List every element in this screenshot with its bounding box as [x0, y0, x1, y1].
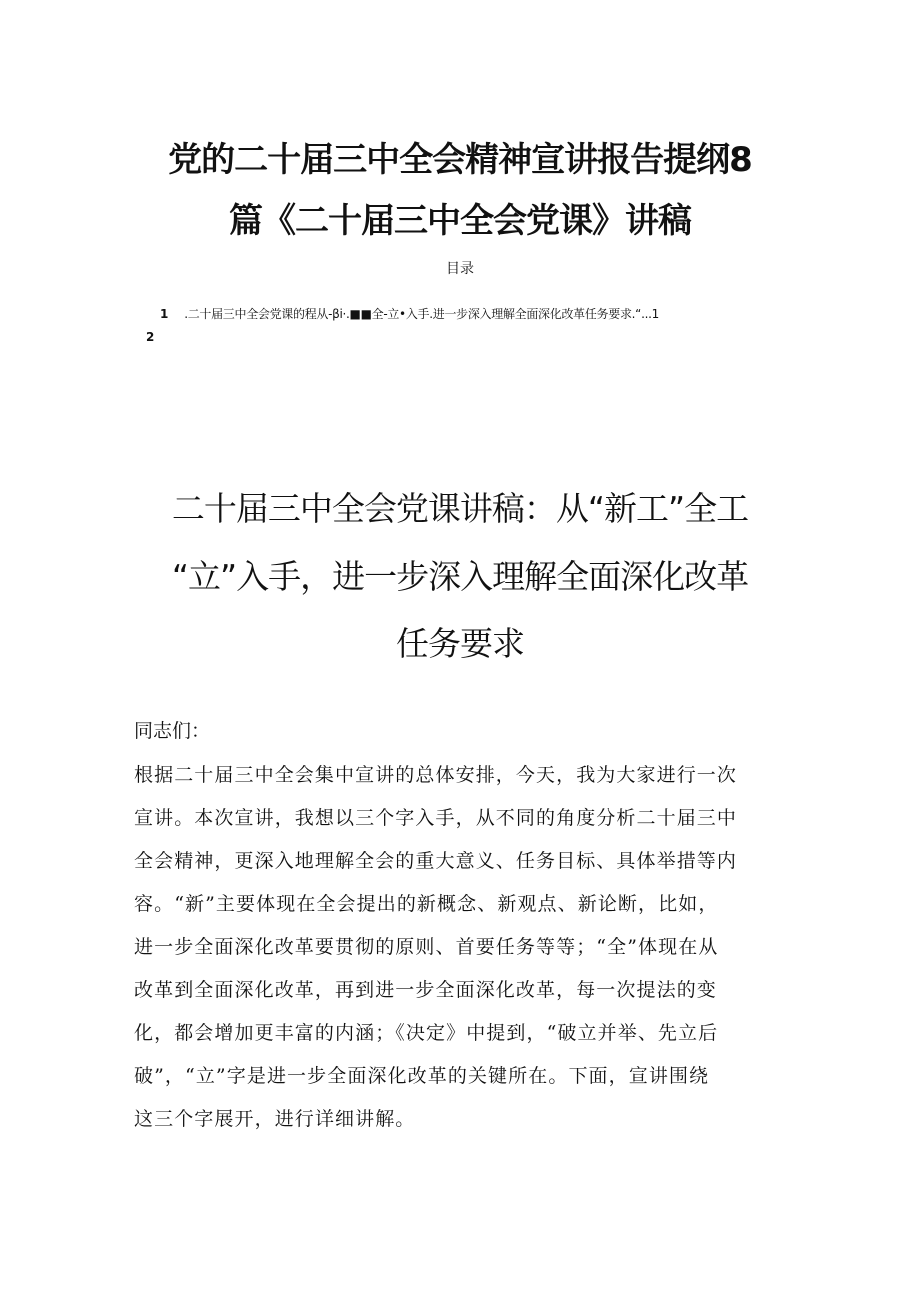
document-title-line-2: 篇《二十届三中全会党课》讲稿 [229, 201, 691, 241]
body-line: 破”，“立”字是进一步全面深化改革的关键所在。下面，宣讲围绕 [134, 1065, 710, 1087]
body-line: 全会精神，更深入地理解全会的重大意义、任务目标、具体举措等内 [134, 850, 738, 872]
toc-entry-text: .二十届三中全会党课的程从-βi·.■■全-立•入手.进一步深入理解全面深化改革任务要求.“...1 [184, 307, 659, 321]
body-line: 宣讲。本次宣讲，我想以三个字入手，从不同的角度分析二十届三中 [134, 807, 738, 829]
toc-entry-number: 1 [160, 307, 169, 321]
toc-entry[interactable] [160, 305, 659, 322]
section-title-line-1: 二十届三中全会党课讲稿：从“新工”全工 [171, 489, 749, 528]
body-line: 这三个字展开，进行详细讲解。 [134, 1108, 416, 1130]
body-line: 根据二十届三中全会集中宣讲的总体安排，今天，我为大家进行一次 [134, 764, 738, 786]
section-title-line-3: 任务要求 [396, 624, 524, 663]
toc-heading: 目录 [446, 261, 474, 277]
body-line: 容。“新”主要体现在全会提出的新概念、新观点、新论断，比如， [134, 893, 719, 915]
body-line: 改革到全面深化改革，再到进一步全面深化改革，每一次提法的变 [134, 979, 717, 1001]
toc-entry-continuation: 2 [146, 330, 155, 344]
salutation: 同志们： [134, 720, 211, 742]
body-line: 进一步全面深化改革要贯彻的原则、首要任务等等；“全”体现在从 [134, 936, 719, 958]
document-title-line-1: 党的二十届三中全会精神宣讲报告提纲8 [168, 140, 752, 180]
section-title-line-2: “立”入手，进一步深入理解全面深化改革 [171, 557, 749, 596]
body-line: 化，都会增加更丰富的内涵；《决定》中提到，“破立并举、先立后 [134, 1022, 719, 1044]
